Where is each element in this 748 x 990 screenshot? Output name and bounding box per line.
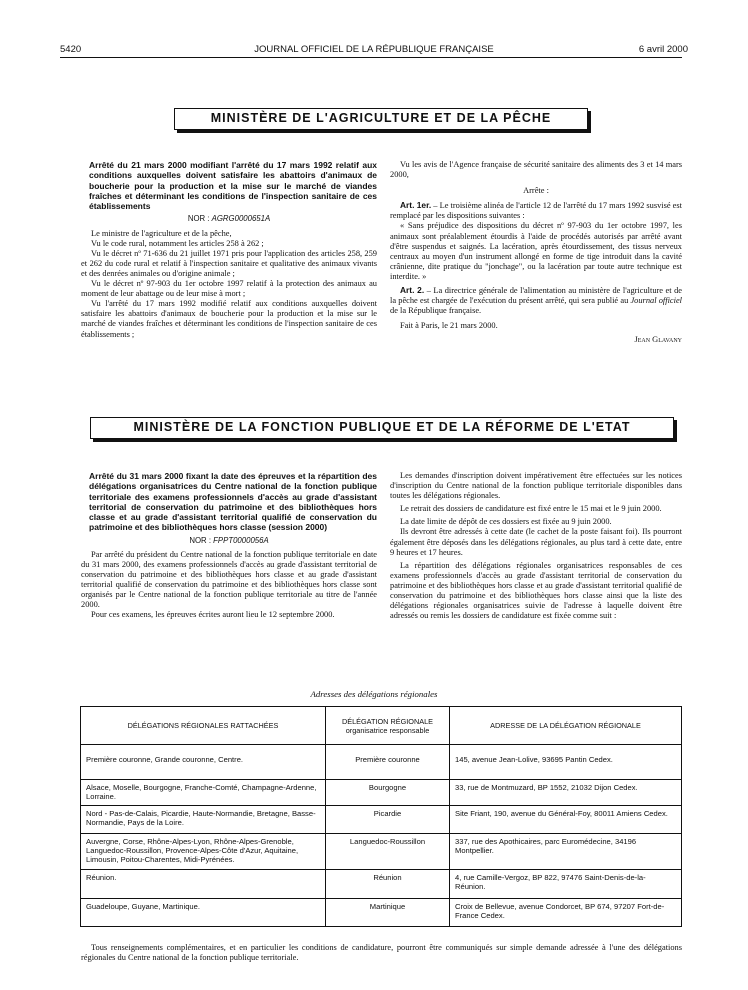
journal-title: JOURNAL OFFICIEL DE LA RÉPUBLIQUE FRANÇAISE [254,44,494,55]
paragraph: Pour ces examens, les épreuves écrites auront lieu le 12 septembre 2000. [91,610,335,620]
ministry-banner-fonction-publique: MINISTÈRE DE LA FONCTION PUBLIQUE ET DE LA RÉFORME DE L'ETAT [90,417,674,439]
column-header: ADRESSE DE LA DÉLÉGATION RÉGIONALE [450,707,682,745]
article-2: Art. 2. – La directrice générale de l'alimentation au ministère de l'agriculture et de la pêche est chargée de l'exécution du présent arrêté, qui sera publié au Journal officiel de la République française. [390,285,682,316]
cell-adresse: Croix de Bellevue, avenue Condorcet, BP 674, 97207 Fort-de-France Cedex. [450,899,682,927]
cell-adresse: Site Friant, 190, avenue du Général-Foy, 80011 Amiens Cedex. [450,806,682,834]
nor-reference: NOR : AGRG0000651A [187,214,271,224]
page-number: 5420 [60,44,82,55]
signature: Jean Glavany [634,335,682,345]
paragraph: Le retrait des dossiers de candidature est fixé entre le 15 mai et le 9 juin 2000. [400,504,662,514]
arrete-heading: Arrête : [523,186,549,196]
footer-note: Tous renseignements complémentaires, et en particulier les conditions de candidature, pourront être communiqués sur simple demande adressée à l'une des délégations régionales du Centre national de la fonction publique territoriale. [81,943,682,963]
paragraph: Vu l'arrêté du 17 mars 1992 modifié relatif aux conditions auxquelles doivent satisfaire les abattoirs d'animaux de boucherie pour la production et la mise sur le marché de viandes fraîches et déterminant les conditions de l'inspection sanitaire de ces établissements ; [81,299,377,339]
cell-organisatrice: Bourgogne [326,780,450,806]
table-row [81,780,682,806]
cell-rattachees: Guadeloupe, Guyane, Martinique. [81,899,326,927]
cell-organisatrice: Martinique [326,899,450,927]
cell-adresse: 337, rue des Apothicaires, parc Euromédecine, 34196 Montpellier. [450,834,682,870]
section1-left-column [81,160,377,340]
cell-rattachees: Auvergne, Corse, Rhône-Alpes-Lyon, Rhône-Alpes-Grenoble, Languedoc-Roussillon, Provence-Alpes-Côte d'Azur, Aquitaine, Limousin, Poitou-Charentes, Midi-Pyrénées. [81,834,326,870]
done-at: Fait à Paris, le 21 mars 2000. [400,321,498,331]
arrete-title: Arrêté du 21 mars 2000 modifiant l'arrêté du 17 mars 1992 relatif aux conditions auxquelles doivent satisfaire les abattoirs d'animaux de boucherie pour la production et la mise sur le marché de viandes fraîches et déterminant les conditions de l'inspection sanitaire de ces établissements [89,160,377,212]
cell-adresse: 145, avenue Jean-Lolive, 93695 Pantin Cedex. [450,745,682,780]
table-row [81,899,682,927]
cell-organisatrice: Languedoc-Roussillon [326,834,450,870]
table-row [81,745,682,780]
cell-rattachees: Alsace, Moselle, Bourgogne, Franche-Comté, Champagne-Ardenne, Lorraine. [81,780,326,806]
cell-rattachees: Première couronne, Grande couronne, Centre. [81,745,326,780]
paragraph: Vu le code rural, notamment les articles 258 à 262 ; [91,238,264,248]
arrete-title: Arrêté du 31 mars 2000 fixant la date des épreuves et la répartition des délégations organisatrices du Centre national de la fonction publique territoriale des examens professionnels d'accès au grade d'assistant territorial de conservation du patrimoine et des bibliothèques hors classe et au grade d'assistant territorial qualifié de conservation du patrimoine et des bibliothèques hors classe (session 2000) [89,471,377,533]
issue-date: 6 avril 2000 [638,44,688,55]
cell-organisatrice: Picardie [326,806,450,834]
column-header: DÉLÉGATION RÉGIONALE organisatrice responsable [326,707,450,745]
table-row [81,870,682,899]
section1-right-column [390,160,682,346]
table-caption: Adresses des délégations régionales [310,689,438,699]
section2-left-column [81,471,377,621]
nor-reference: NOR : FPPT0000056A [189,535,269,545]
cell-rattachees: Réunion. [81,870,326,899]
paragraph: Par arrêté du président du Centre national de la fonction publique territoriale en date du 31 mars 2000, des examens professionnels d'accès au grade d'assistant territorial de conservation du patrimoine et des bibliothèques hors classe et au grade d'assistant territorial qualifié de conservation du patrimoine et des bibliothèques hors classe sont organisés par le Centre national de la fonction publique territoriale au titre de l'année 2000. [81,549,377,610]
cell-organisatrice: Première couronne [326,745,450,780]
section2-right-column [390,471,682,621]
column-header: DÉLÉGATIONS RÉGIONALES RATTACHÉES [81,707,326,745]
cell-adresse: 4, rue Camille-Vergoz, BP 822, 97476 Saint-Denis-de-la-Réunion. [450,870,682,899]
article-1-quote: « Sans préjudice des dispositions du décret nº 97-903 du 1er octobre 1997, les animaux sont préalablement étourdis à l'aide de procédés autorisés par arrêté avant d'être suspendus et saignés. La lacération, après étourdissement, des tissus nerveux centraux au moyen d'un instrument allongé en forme de tige introduit dans la cavité crânienne, dite pratique du "jonchage", ou la lacération par toute autre technique est interdite. » [390,221,682,281]
cell-organisatrice: Réunion [326,870,450,899]
paragraph: La répartition des délégations régionales organisatrices responsables de ces examens professionnels d'accès au grade d'assistant territorial de conservation du patrimoine et des bibliothèques hors classe et au grade d'assistant territorial qualifié de conservation du patrimoine et des bibliothèques hors classe ainsi que la liste des délégations régionales organisatrices suivie de l'adresse à laquelle doivent être adressés ou remis les dossiers de candidature est fixée comme suit : [390,560,682,621]
header-rule [60,57,682,58]
paragraph: Les demandes d'inscription doivent impérativement être effectuées sur les notices d'inscription du Centre national de la fonction publique territoriale disponibles dans toutes les délégations régionales. [390,471,682,501]
paragraph: Vu le décret nº 71-636 du 21 juillet 1971 pris pour l'application des articles 258, 259 et 262 du code rural et relatif à l'inspection sanitaire et qualitative des animaux vivants et des denrées animales ou d'origine animale ; [81,248,377,278]
paragraph: La date limite de dépôt de ces dossiers est fixée au 9 juin 2000. [400,517,612,527]
paragraph: Vu les avis de l'Agence française de sécurité sanitaire des aliments des 3 et 14 mars 2000, [390,160,682,180]
delegations-table [80,706,682,927]
paragraph: Vu le décret nº 97-903 du 1er octobre 1997 relatif à la protection des animaux au moment de leur abattage ou de leur mise à mort ; [81,279,377,299]
table-row [81,806,682,834]
table-row [81,834,682,870]
paragraph: Ils devront être adressés à cette date (le cachet de la poste faisant foi). Ils pourront également être déposés dans les délégations régionales, au plus tard à cette date, entre 9 heures et 17 heures. [390,527,682,557]
cell-rattachees: Nord - Pas-de-Calais, Picardie, Haute-Normandie, Bretagne, Basse-Normandie, Pays de la Loire. [81,806,326,834]
cell-adresse: 33, rue de Montmuzard, BP 1552, 21032 Dijon Cedex. [450,780,682,806]
ministry-banner-agriculture: MINISTÈRE DE L'AGRICULTURE ET DE LA PÊCHE [174,108,588,130]
paragraph: Le ministre de l'agriculture et de la pêche, [91,228,232,238]
article-1: Art. 1er. – Le troisième alinéa de l'article 12 de l'arrêté du 17 mars 1992 susvisé est remplacé par les dispositions suivantes : [390,200,682,221]
